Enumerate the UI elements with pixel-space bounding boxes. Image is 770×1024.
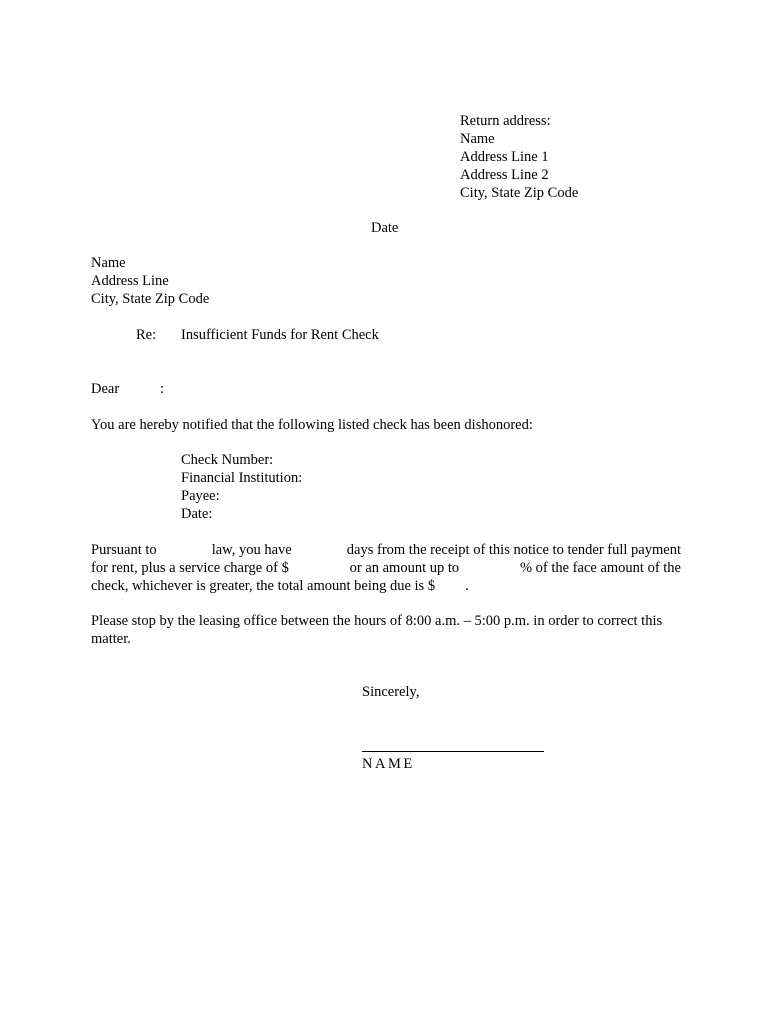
check-number-label: Check Number: [181, 452, 274, 468]
leasing-office-text: Please stop by the leasing office between the hours of 8:00 a.m. – 5:00 p.m. in order to correct this [91, 613, 663, 629]
check-details-list [181, 451, 302, 523]
payee-label: Payee: [181, 488, 220, 504]
re-subject: Insufficient Funds for Rent Check [181, 327, 379, 343]
closing: Sincerely, [362, 684, 420, 700]
return-address-label: Return address: [460, 113, 551, 129]
service-charge-text: for rent, plus a service charge of $ [91, 560, 289, 576]
return-address-line-2: Address Line 2 [460, 167, 549, 183]
financial-institution-label: Financial Institution: [181, 470, 303, 486]
amount-up-to-text: or an amount up to [349, 560, 460, 576]
total-due-period: . [465, 578, 469, 594]
total-due-text: check, whichever is greater, the total amount being due is $ [91, 578, 436, 594]
paragraph-line [91, 630, 681, 648]
check-date-label: Date: [181, 506, 213, 522]
salutation-greeting: Dear [91, 381, 120, 397]
recipient-address-block [91, 254, 209, 308]
recipient-city-state-zip: City, State Zip Code [91, 291, 210, 307]
leasing-office-paragraph [91, 612, 681, 648]
re-label: Re: [136, 327, 157, 343]
paragraph-line [91, 559, 681, 577]
return-address-city-state-zip: City, State Zip Code [460, 185, 579, 201]
matter-text: matter. [91, 631, 131, 647]
paragraph-line [91, 612, 681, 630]
paragraph-line [91, 541, 681, 559]
pursuant-to-text: Pursuant to [91, 542, 157, 558]
return-address-block [460, 112, 578, 202]
paragraph-line [91, 577, 681, 595]
salutation [91, 380, 165, 398]
law-text: law, you have [211, 542, 292, 558]
return-address-line-1: Address Line 1 [460, 149, 549, 165]
signature-name: NAME [362, 756, 415, 772]
recipient-name: Name [91, 255, 126, 271]
face-amount-text: % of the face amount of the [519, 560, 681, 576]
signature-line [362, 751, 544, 752]
payment-terms-paragraph [91, 541, 681, 595]
letter-date: Date [371, 220, 399, 236]
recipient-address-line: Address Line [91, 273, 169, 289]
days-text: days from the receipt of this notice to tender full payment [346, 542, 681, 558]
salutation-colon: : [160, 381, 165, 397]
return-address-name: Name [460, 131, 495, 147]
dishonored-notice: You are hereby notified that the following listed check has been dishonored: [91, 417, 533, 433]
